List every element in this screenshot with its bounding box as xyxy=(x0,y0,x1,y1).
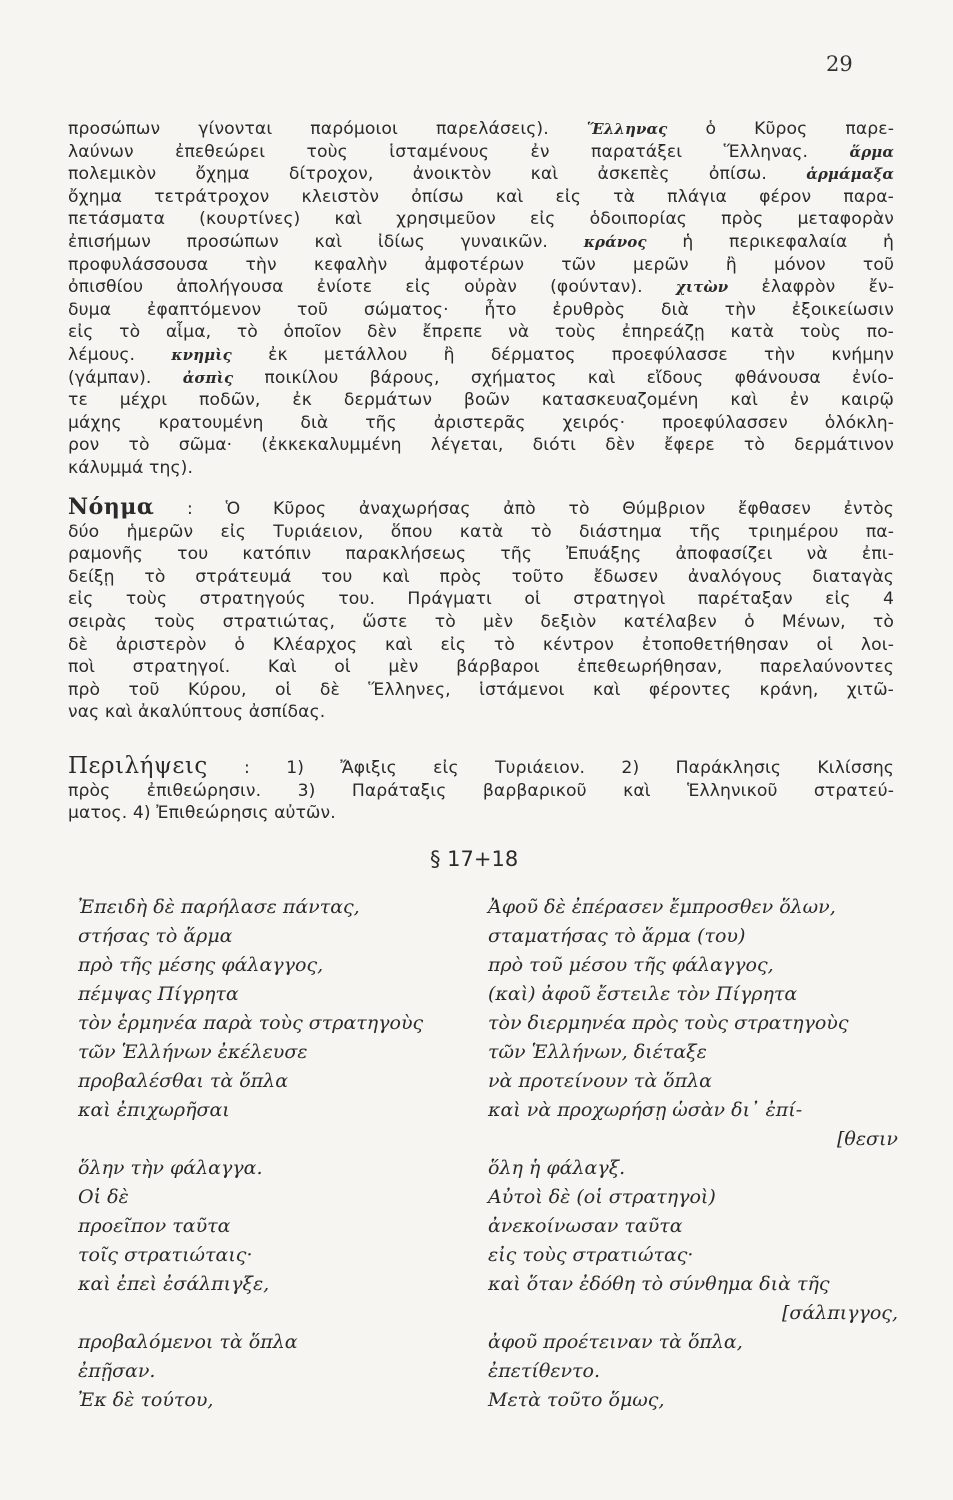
original-line: καὶ ἐπεὶ ἐσάλπιγξε, xyxy=(78,1273,270,1295)
translation-column xyxy=(488,893,908,1415)
noima-line: δείξῃ τὸ στράτευμά του καὶ πρὸς τοῦτο ἔδωσεν ἀναλόγους διαταγὰς xyxy=(68,566,894,587)
perilipseis-line: ματος. 4) Ἐπιθεώρησις αὐτῶν. xyxy=(68,803,336,824)
translation-line: [θεσιν xyxy=(836,1128,898,1150)
notes-text: (γάμπαν). xyxy=(68,367,183,388)
notes-text: προσώπων γίνονται παρόμοιοι παρελάσεις). xyxy=(68,119,587,139)
original-line: τῶν Ἑλλήνων ἐκέλευσε xyxy=(78,1041,308,1063)
section-title: § 17+18 xyxy=(430,847,519,871)
notes-line xyxy=(68,344,894,367)
page-number: 29 xyxy=(826,52,853,76)
original-text-column xyxy=(78,893,478,1415)
original-line xyxy=(78,1299,478,1328)
notes-text: τε μέχρι ποδῶν, ἐκ δερμάτων βοῶν κατασκευαζομένη καὶ ἐν καιρῷ xyxy=(68,390,894,411)
translation-line: Μετὰ τοῦτο ὅμως, xyxy=(488,1389,665,1411)
notes-line xyxy=(68,141,894,164)
meaning-section xyxy=(68,496,894,724)
translation-line: νὰ προτείνουν τὰ ὅπλα xyxy=(488,1070,712,1092)
notes-line xyxy=(68,254,894,277)
notes-line xyxy=(68,321,894,344)
notes-line xyxy=(68,434,894,457)
notes-line xyxy=(68,208,894,231)
original-line: προβαλέσθαι τὰ ὅπλα xyxy=(78,1070,289,1092)
notes-text: ποικίλου βάρους, σχήματος καὶ εἴδους φθάνουσα ἐνίο- xyxy=(233,367,894,388)
noima-line: πρὸ τοῦ Κύρου, οἱ δὲ Ἕλληνες, ἱστάμενοι καὶ φέροντες κράνη, χιτῶ- xyxy=(68,679,894,700)
notes-line xyxy=(68,276,894,299)
notes-text: προφυλάσσουσα τὴν κεφαλὴν ἀμφοτέρων τῶν μερῶν ἢ μόνον τοῦ xyxy=(68,254,894,275)
notes-line xyxy=(68,299,894,322)
notes-line xyxy=(68,118,894,141)
notes-text: λέμους. xyxy=(68,344,172,365)
notes-line xyxy=(68,163,894,186)
notes-text: ἐκ μετάλλου ἢ δέρματος προεφύλασσε τὴν κνήμην xyxy=(231,344,894,365)
notes-text: εἰς τὸ αἷμα, τὸ ὁποῖον δὲν ἔπρεπε νὰ τοὺς ἐπηρεάζῃ κατὰ τοὺς πο- xyxy=(68,322,894,343)
perilipseis-line: πρὸς ἐπιθεώρησιν. 3) Παράταξις βαρβαρικοῦ καὶ Ἑλληνικοῦ στρατεύ- xyxy=(68,780,894,801)
original-line: προβαλόμενοι τὰ ὅπλα xyxy=(78,1331,298,1353)
glossary-term: κνημὶς xyxy=(171,345,232,364)
notes-line xyxy=(68,457,894,480)
translation-line: Ἀφοῦ δὲ ἐπέρασεν ἔμπροσθεν ὅλων, xyxy=(488,896,836,918)
original-line xyxy=(78,1125,478,1154)
original-line: τὸν ἑρμηνέα παρὰ τοὺς στρατηγοὺς xyxy=(78,1012,424,1034)
notes-line xyxy=(68,389,894,412)
translation-line: σταματήσας τὸ ἅρμα (του) xyxy=(488,925,746,947)
notes-text: ἐλαφρὸν ἔν- xyxy=(728,277,894,298)
noima-line: σειρὰς τοὺς στρατιώτας, ὥστε τὸ μὲν δεξιὸν κατέλαβεν ὁ Μένων, τὸ xyxy=(68,611,894,632)
translation-line: καὶ ὅταν ἐδόθη τὸ σύνθημα διὰ τῆς xyxy=(488,1273,830,1295)
notes-text: ρον τὸ σῶμα· (ἐκκεκαλυμμένη λέγεται, διότι δὲν ἔφερε τὸ δερμάτινον xyxy=(68,435,894,456)
translation-line: (καὶ) ἀφοῦ ἔστειλε τὸν Πίγρητα xyxy=(488,983,798,1005)
translation-line: τὸν διερμηνέα πρὸς τοὺς στρατηγοὺς xyxy=(488,1012,849,1034)
glossary-term: Ἕλληνας xyxy=(586,120,668,138)
notes-text: μάχης κρατουμένη διὰ τῆς ἀριστερᾶς χειρός· προεφύλασσεν ὁλόκλη- xyxy=(68,412,894,433)
original-line: ὅλην τὴν φάλαγγα. xyxy=(78,1157,263,1179)
noima-line: εἰς τοὺς στρατηγούς του. Πράγματι οἱ στρατηγοὶ παρέταξαν εἰς 4 xyxy=(68,589,894,610)
original-line: τοῖς στρατιώταις· xyxy=(78,1244,253,1266)
glossary-term: ἁρμάμαξα xyxy=(806,165,894,184)
summaries-text: : 1) Ἄφιξις εἰς Τυριάειον. 2) Παράκλησις Κιλίσσης xyxy=(244,758,894,778)
notes-text: πετάσματα (κουρτίνες) καὶ χρησιμεῦον εἰς ὁδοιπορίας πρὸς μεταφορὰν xyxy=(68,209,894,230)
notes-text: δυμα ἐφαπτόμενον τοῦ σώματος· ἦτο ἐρυθρὸς διὰ τὴν ἐξοικείωσιν xyxy=(68,299,894,320)
translation-line: ἀφοῦ προέτειναν τὰ ὅπλα, xyxy=(488,1331,743,1353)
notes-line xyxy=(68,231,894,254)
meaning-line-0 xyxy=(68,496,894,521)
noima-line: δύο ἡμερῶν εἰς Τυριάειον, ὅπου κατὰ τὸ διάστημα τῆς τριημέρου πα- xyxy=(68,521,894,542)
glossary-term: ἀσπὶς xyxy=(182,368,234,387)
notes-text: κάλυμμά της). xyxy=(68,457,194,478)
original-line: στήσας τὸ ἅρμα xyxy=(78,925,233,947)
notes-text: ὄχημα τετράτροχον κλειστὸν ὀπίσω καὶ εἰς τὰ πλάγια φέρον παρα- xyxy=(68,186,894,207)
summaries-line-0 xyxy=(68,755,894,780)
notes-text: ἡ περικεφαλαία ἡ xyxy=(646,231,894,252)
noima-line: ραμονῆς του κατόπιν παρακλήσεως τῆς Ἐπυάξης ἀποφασίζει νὰ ἐπι- xyxy=(68,544,894,565)
original-line: πέμψας Πίγρητα xyxy=(78,983,239,1005)
original-line: προεῖπον ταῦτα xyxy=(78,1215,231,1237)
glossary-term: χιτὼν xyxy=(675,278,729,297)
translation-line: καὶ νὰ προχωρήσῃ ὡσὰν δι᾽ ἐπί- xyxy=(488,1099,803,1121)
vocabulary-notes xyxy=(68,118,894,480)
original-line: πρὸ τῆς μέσης φάλαγγος, xyxy=(78,954,324,976)
translation-line: ὅλη ἡ φάλαγξ. xyxy=(488,1157,626,1179)
glossary-term: κράνος xyxy=(583,232,647,251)
meaning-heading: Νόημα xyxy=(68,496,155,520)
translation-line: τῶν Ἑλλήνων, διέταξε xyxy=(488,1041,707,1063)
notes-text: λαύνων ἐπεθεώρει τοὺς ἱσταμένους ἐν παρατάξει Ἕλληνας. xyxy=(68,141,850,162)
translation-line: εἰς τοὺς στρατιώτας· xyxy=(488,1244,694,1266)
original-line: Οἱ δὲ xyxy=(78,1186,129,1208)
summaries-section xyxy=(68,755,894,825)
original-line: καὶ ἐπιχωρῆσαι xyxy=(78,1099,230,1121)
notes-line xyxy=(68,367,894,390)
original-line: Ἐπειδὴ δὲ παρήλασε πάντας, xyxy=(78,896,360,918)
notes-text: ὀπισθίου ἀπολήγουσα ἐνίοτε εἰς οὐρὰν (φούνταν). xyxy=(68,277,676,298)
noima-line: νας καὶ ἀκαλύπτους ἀσπίδας. xyxy=(68,702,326,723)
meaning-text: : Ὁ Κῦρος ἀναχωρήσας ἀπὸ τὸ Θύμβριον ἔφθασεν ἐντὸς xyxy=(187,499,894,519)
original-line: ἐπῇσαν. xyxy=(78,1360,156,1382)
noima-line: ποὶ στρατηγοί. Καὶ οἱ μὲν βάρβαροι ἐπεθεωρήθησαν, παρελαύνοντες xyxy=(68,657,894,678)
notes-line xyxy=(68,412,894,435)
original-line: Ἐκ δὲ τούτου, xyxy=(78,1389,214,1411)
glossary-term: ἅρμα xyxy=(849,142,894,161)
summaries-heading: Περιλήψεις xyxy=(68,755,208,779)
noima-line: δὲ ἀριστερὸν ὁ Κλέαρχος καὶ εἰς τὸ κέντρον ἐτοποθετήθησαν οἱ λοι- xyxy=(68,634,894,655)
translation-line: ἐπετίθεντο. xyxy=(488,1360,601,1382)
notes-text: πολεμικὸν ὄχημα δίτροχον, ἀνοικτὸν καὶ ἀσκεπὲς ὀπίσω. xyxy=(68,164,807,185)
translation-line: [σάλπιγγος, xyxy=(781,1302,898,1324)
translation-line: ἀνεκοίνωσαν ταῦτα xyxy=(488,1215,683,1237)
notes-line xyxy=(68,186,894,209)
notes-text: ὁ Κῦρος παρε- xyxy=(667,119,894,139)
translation-line: Αὐτοὶ δὲ (οἱ στρατηγοὶ) xyxy=(488,1186,716,1208)
notes-text: ἐπισήμων προσώπων καὶ ἰδίως γυναικῶν. xyxy=(68,231,584,252)
translation-line: πρὸ τοῦ μέσου τῆς φάλαγγος, xyxy=(488,954,774,976)
